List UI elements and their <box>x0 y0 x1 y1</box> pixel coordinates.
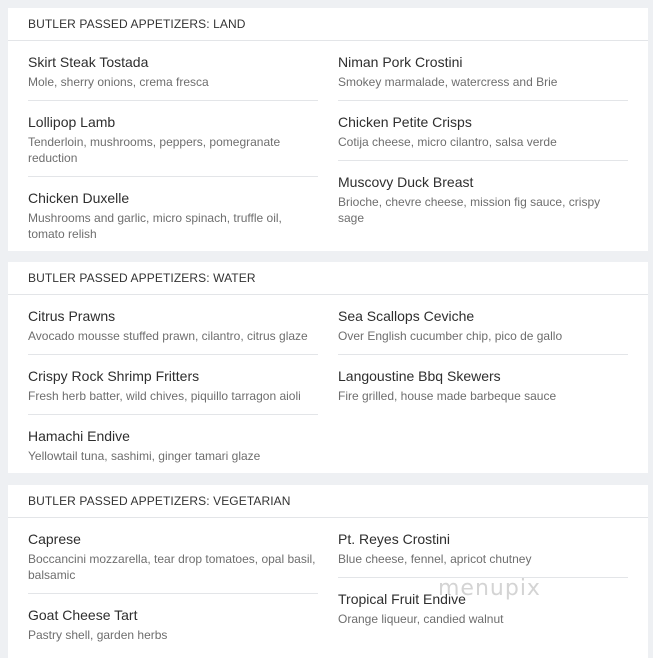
item-name: Pt. Reyes Crostini <box>338 531 451 547</box>
item-description: Blue cheese, fennel, apricot chutney <box>338 552 532 566</box>
item-description: Brioche, chevre cheese, mission fig sauce, crispy sage <box>338 195 601 225</box>
item-name: Tropical Fruit Endive <box>338 591 466 607</box>
item-description: Pastry shell, garden herbs <box>28 628 168 642</box>
right-column <box>338 41 628 236</box>
menu-item <box>28 295 318 355</box>
item-name: Niman Pork Crostini <box>338 54 463 70</box>
item-name: Sea Scallops Ceviche <box>338 308 475 324</box>
item-description: Smokey marmalade, watercress and Brie <box>338 75 558 89</box>
menu-item <box>28 518 318 594</box>
item-description: Mushrooms and garlic, micro spinach, truffle oil, tomato relish <box>28 211 282 241</box>
item-name: Hamachi Endive <box>28 428 130 444</box>
item-description: Mole, sherry onions, crema fresca <box>28 75 209 89</box>
menu-item <box>28 594 318 653</box>
item-description: Over English cucumber chip, pico de gallo <box>338 329 563 343</box>
menu-item <box>28 101 318 177</box>
left-column <box>28 518 318 653</box>
item-name: Muscovy Duck Breast <box>338 174 474 190</box>
item-description: Yellowtail tuna, sashimi, ginger tamari glaze <box>28 449 261 463</box>
menu-item <box>338 41 628 101</box>
item-description: Fresh herb batter, wild chives, piquillo tarragon aioli <box>28 389 301 403</box>
menu-section-land <box>8 8 648 251</box>
item-name: Chicken Petite Crisps <box>338 114 472 130</box>
item-name: Citrus Prawns <box>28 308 116 324</box>
item-name: Crispy Rock Shrimp Fritters <box>28 368 200 384</box>
item-name: Skirt Steak Tostada <box>28 54 149 70</box>
menu-section-vegetarian <box>8 485 648 658</box>
left-column <box>28 41 318 252</box>
item-description: Avocado mousse stuffed prawn, cilantro, citrus glaze <box>28 329 308 343</box>
item-name: Langoustine Bbq Skewers <box>338 368 501 384</box>
menu-item <box>338 355 628 414</box>
item-name: Chicken Duxelle <box>28 190 130 206</box>
item-name: Goat Cheese Tart <box>28 607 138 623</box>
menu-item <box>28 177 318 252</box>
menu-item <box>28 355 318 415</box>
menu-section-water <box>8 262 648 473</box>
item-description: Fire grilled, house made barbeque sauce <box>338 389 557 403</box>
left-column <box>28 295 318 474</box>
section-title: BUTLER PASSED APPETIZERS: LAND <box>8 8 648 41</box>
menu-item <box>338 518 628 578</box>
item-description: Tenderloin, mushrooms, peppers, pomegranate reduction <box>28 135 281 165</box>
menu-item <box>338 295 628 355</box>
right-column <box>338 295 628 414</box>
watermark: menupix <box>438 576 541 601</box>
menu-item <box>28 415 318 474</box>
menu-item <box>338 101 628 161</box>
item-description: Orange liqueur, candied walnut <box>338 612 504 626</box>
item-name: Lollipop Lamb <box>28 114 116 130</box>
item-description: Cotija cheese, micro cilantro, salsa verde <box>338 135 557 149</box>
section-title: BUTLER PASSED APPETIZERS: WATER <box>8 262 648 295</box>
item-description: Boccancini mozzarella, tear drop tomatoes, opal basil, balsamic <box>28 552 316 582</box>
menu-item <box>338 161 628 236</box>
menu-item <box>28 41 318 101</box>
item-name: Caprese <box>28 531 81 547</box>
section-title: BUTLER PASSED APPETIZERS: VEGETARIAN <box>8 485 648 518</box>
